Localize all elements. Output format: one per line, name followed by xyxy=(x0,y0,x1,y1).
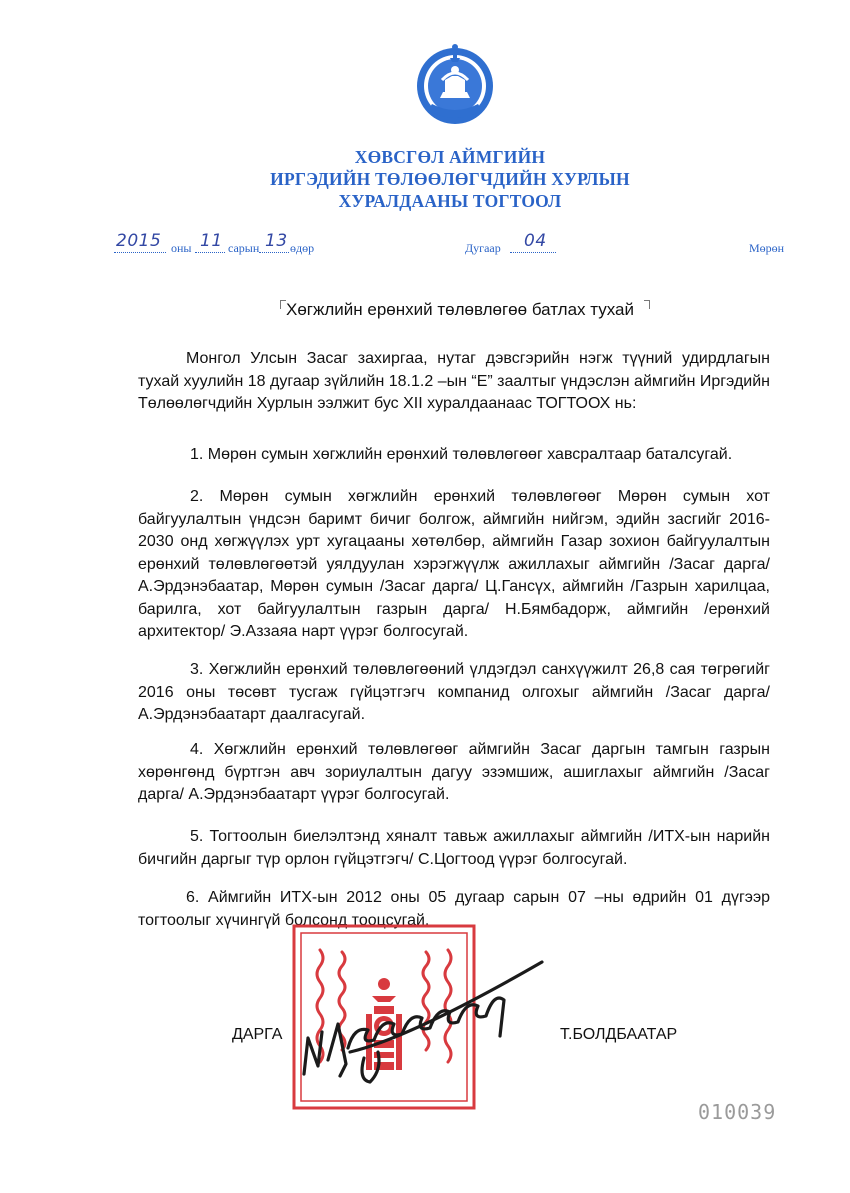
day-underline xyxy=(259,251,289,253)
resolution-item-5: 5. Тогтоолын биелэлтэнд хяналт тавьж ажиллахыг аймгийн /ИТХ-ын нарийн бичгийн даргыг түр орлон гүйцэтгэгч/ С.Цогтоод үүрэг болгосугай. xyxy=(138,828,770,868)
state-emblem-icon xyxy=(412,40,498,128)
date-year: 2015 xyxy=(116,231,162,251)
resolution-title: Хөгжлийн ерөнхий төлөвлөгөө батлах тухай xyxy=(286,300,634,319)
document-number-handwritten: 04 xyxy=(524,231,547,251)
number-label: Дугаар xyxy=(465,241,501,255)
document-header xyxy=(200,146,700,212)
resolution-item-6: 6. Аймгийн ИТХ-ын 2012 оны 05 дугаар сарын 07 –ны өдрийн 01 дүгээр тогтоолыг хүчингүй болсонд тооцсугай. xyxy=(138,889,770,929)
date-month: 11 xyxy=(200,231,223,251)
header-line-2: ИРГЭДИЙН ТӨЛӨӨЛӨГЧДИЙН ХУРЛЫН xyxy=(270,169,630,189)
document-meta-line xyxy=(0,232,850,262)
year-label: оны xyxy=(171,241,192,255)
signatory-name: Т.БОЛДБААТАР xyxy=(560,1026,678,1043)
resolution-item-1: 1. Мөрөн сумын хөгжлийн ерөнхий төлөвлөгөөг хавсралтаар баталсугай. xyxy=(190,446,733,463)
header-line-3: ХУРАЛДААНЫ ТОГТООЛ xyxy=(338,191,562,211)
number-underline xyxy=(510,251,556,253)
resolution-item-3: 3. Хөгжлийн ерөнхий төлөвлөгөөний үлдэгдэл санхүүжилт 26,8 сая төгрөгийг 2016 оны төсөвт тусгаж гүйцэтгэгч компанид олгохыг аймгийн /Засаг дарга/ А.Эрдэнэбаатарт даалгасугай. xyxy=(138,661,770,723)
title-bracket-right xyxy=(644,300,650,309)
handwritten-signature xyxy=(290,940,560,1100)
header-line-1: ХӨВСГӨЛ АЙМГИЙН xyxy=(354,147,546,167)
year-underline xyxy=(114,251,166,253)
intro-paragraph: Монгол Улсын Засаг захиргаа, нутаг дэвсгэрийн нэгж түүний удирдлагын тухай хуулийн 18 дугаар зүйлийн 18.1.2 –ын “Е” заалтыг үндэслэн аймгийн Иргэдийн Төлөөлөгчдийн Хурлын ээлжит бус XII хуралдаанаас ТОГТООХ нь: xyxy=(138,350,770,412)
month-label: сарын xyxy=(228,241,260,255)
signatory-title: ДАРГА xyxy=(232,1026,283,1043)
resolution-item-2: 2. Мөрөн сумын хөгжлийн ерөнхий төлөвлөгөөг Мөрөн сумын хот байгуулалтын үндсэн баримт бичиг болгож, аймгийн нийгэм, эдийн засгийг 2016-2030 онд хөгжүүлэх урт хугацааны хөтөлбөр, аймгийн Газар зохион байгуулалтын ерөнхий төлөвлөгөөтэй уялдуулан хэрэгжүүлж ажиллахыг аймгийн /Засаг дарга/ А.Эрдэнэбаатар, Мөрөн сумын /Засаг дарга/ Ц.Гансүх, аймгийн /Газрын харилцаа, барилга, хот байгуулалтын газрын дарга/ Н.Бямбадорж, аймгийн /ерөнхий архитектор/ Э.Аззаяа нарт үүрэг болгосугай. xyxy=(138,488,770,640)
resolution-title-box xyxy=(280,300,650,324)
resolution-item-4: 4. Хөгжлийн ерөнхий төлөвлөгөөг аймгийн Засаг даргын тамгын газрын хөрөнгөнд бүртгэн авч зориулалтын дагуу эзэмшиж, ашиглахыг аймгийн /Засаг дарга/ А.Эрдэнэбаатарт үүрэг болгосугай. xyxy=(138,741,770,803)
day-label: өдөр xyxy=(290,241,315,255)
date-day: 13 xyxy=(265,231,288,251)
place-label: Мөрөн xyxy=(749,241,785,255)
month-underline xyxy=(195,251,225,253)
document-serial-number: 010039 xyxy=(698,1100,777,1124)
